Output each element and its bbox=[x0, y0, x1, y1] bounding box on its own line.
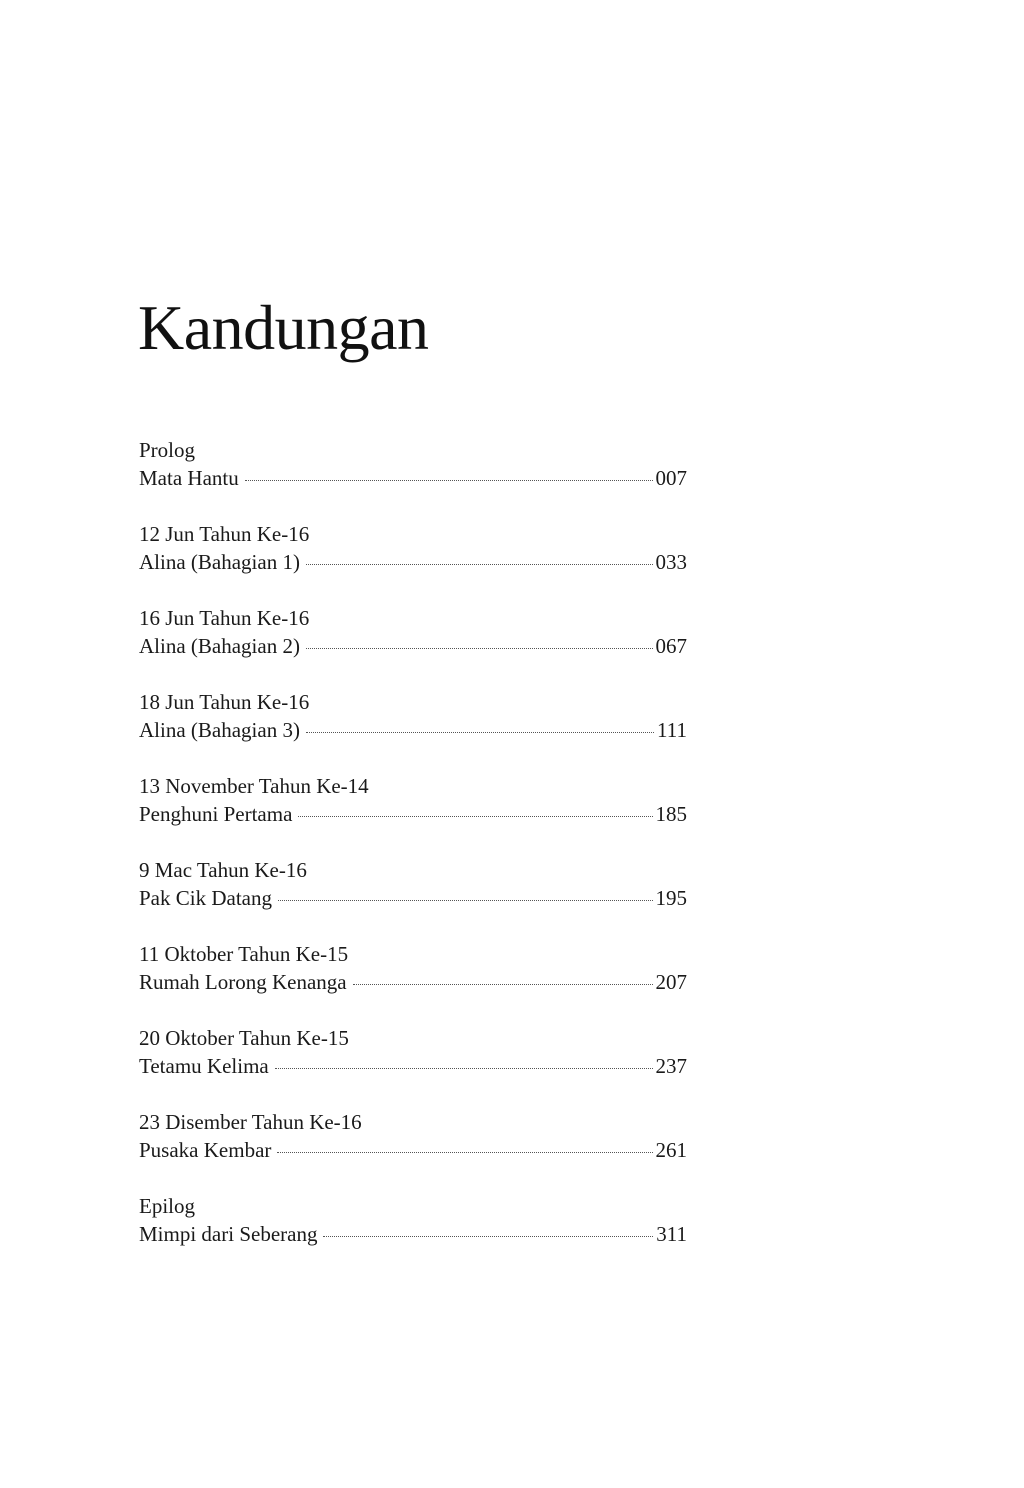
page-title: Kandungan bbox=[138, 292, 429, 363]
toc-page-number: 207 bbox=[655, 970, 687, 994]
toc-section-label: 16 Jun Tahun Ke-16 bbox=[139, 606, 310, 630]
toc-chapter-title: Alina (Bahagian 3) bbox=[139, 718, 300, 742]
toc-section-label: 11 Oktober Tahun Ke-15 bbox=[139, 942, 349, 966]
toc-page-number: 185 bbox=[655, 802, 687, 826]
toc-chapter-title: Tetamu Kelima bbox=[139, 1054, 269, 1078]
toc-chapter-title: Alina (Bahagian 1) bbox=[139, 550, 300, 574]
dot-leader bbox=[306, 732, 654, 733]
toc-chapter-line[interactable] bbox=[139, 884, 687, 912]
toc-entry bbox=[139, 1024, 687, 1108]
toc-entry bbox=[139, 856, 687, 940]
toc-section-label: 18 Jun Tahun Ke-16 bbox=[139, 690, 310, 714]
toc-chapter-title: Mimpi dari Seberang bbox=[139, 1222, 318, 1246]
toc-chapter-title: Penghuni Pertama bbox=[139, 802, 293, 826]
toc-entry bbox=[139, 688, 687, 772]
toc-entry bbox=[139, 436, 687, 520]
dot-leader bbox=[298, 816, 652, 817]
toc-chapter-line[interactable] bbox=[139, 548, 687, 576]
toc-section-label: Prolog bbox=[139, 438, 196, 462]
toc-page-number: 237 bbox=[655, 1054, 687, 1078]
toc-entry bbox=[139, 1108, 687, 1192]
toc-page-number: 111 bbox=[657, 718, 687, 742]
toc-page-number: 067 bbox=[655, 634, 687, 658]
toc-entry bbox=[139, 1192, 687, 1276]
toc-chapter-line[interactable] bbox=[139, 968, 687, 996]
toc-chapter-title: Pak Cik Datang bbox=[139, 886, 272, 910]
toc-page-number: 261 bbox=[655, 1138, 687, 1162]
toc-chapter-line[interactable] bbox=[139, 1136, 687, 1164]
toc-chapter-line[interactable] bbox=[139, 716, 687, 744]
toc-chapter-title: Mata Hantu bbox=[139, 466, 239, 490]
toc-chapter-title: Alina (Bahagian 2) bbox=[139, 634, 300, 658]
toc-chapter-title: Rumah Lorong Kenanga bbox=[139, 970, 347, 994]
toc-chapter-line[interactable] bbox=[139, 632, 687, 660]
toc-entry bbox=[139, 520, 687, 604]
dot-leader bbox=[277, 1152, 652, 1153]
toc-entry bbox=[139, 940, 687, 1024]
dot-leader bbox=[323, 1236, 653, 1237]
toc-page-number: 007 bbox=[655, 466, 687, 490]
dot-leader bbox=[278, 900, 653, 901]
dot-leader bbox=[353, 984, 653, 985]
toc-chapter-line[interactable] bbox=[139, 464, 687, 492]
toc-chapter-line[interactable] bbox=[139, 1052, 687, 1080]
toc-section-label: 13 November Tahun Ke-14 bbox=[139, 774, 369, 798]
toc-page-number: 195 bbox=[655, 886, 687, 910]
toc-section-label: 20 Oktober Tahun Ke-15 bbox=[139, 1026, 349, 1050]
toc-chapter-line[interactable] bbox=[139, 1220, 687, 1248]
toc-entry bbox=[139, 772, 687, 856]
toc-chapter-line[interactable] bbox=[139, 800, 687, 828]
dot-leader bbox=[275, 1068, 653, 1069]
toc-chapter-title: Pusaka Kembar bbox=[139, 1138, 272, 1162]
table-of-contents bbox=[139, 436, 687, 1276]
dot-leader bbox=[306, 648, 653, 649]
toc-entry bbox=[139, 604, 687, 688]
dot-leader bbox=[245, 480, 653, 481]
toc-section-label: 9 Mac Tahun Ke-16 bbox=[139, 858, 307, 882]
dot-leader bbox=[306, 564, 653, 565]
toc-page-number: 311 bbox=[656, 1222, 687, 1246]
toc-section-label: 12 Jun Tahun Ke-16 bbox=[139, 522, 310, 546]
toc-page-number: 033 bbox=[655, 550, 687, 574]
toc-section-label: Epilog bbox=[139, 1194, 195, 1218]
toc-section-label: 23 Disember Tahun Ke-16 bbox=[139, 1110, 362, 1134]
